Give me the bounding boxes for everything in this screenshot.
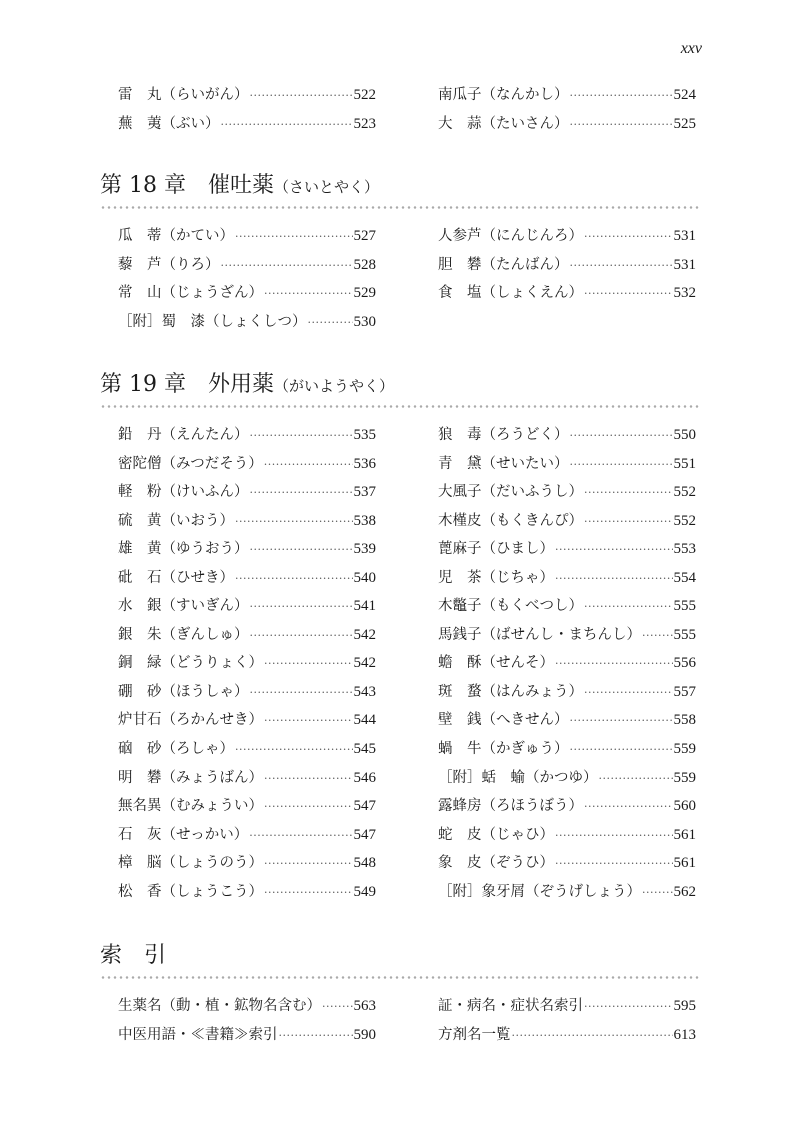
- dotted-divider: [100, 976, 700, 979]
- entry-page: 552: [673, 484, 696, 501]
- leader-dots: [642, 886, 673, 899]
- toc-entry[interactable]: [118, 851, 376, 880]
- toc-entry[interactable]: [118, 452, 376, 481]
- entry-page: 525: [673, 115, 696, 132]
- entry-name: 壁 銭（へきせん）: [438, 712, 569, 729]
- entry-page: 554: [673, 569, 696, 586]
- entry-name: 大風子（だいふうし）: [438, 484, 583, 501]
- entry-name: 水 銀（すいぎん）: [118, 598, 249, 615]
- toc-entry[interactable]: [438, 708, 696, 737]
- toc-entry[interactable]: [438, 566, 696, 595]
- leader-dots: [584, 486, 673, 499]
- toc-entry[interactable]: [118, 253, 376, 282]
- entry-name: 樟 脳（しょうのう）: [118, 855, 263, 872]
- toc-entry[interactable]: [438, 423, 696, 452]
- entry-name: 食 塩（しょくえん）: [438, 285, 583, 302]
- entry-page: 547: [353, 798, 376, 815]
- toc-entry[interactable]: [118, 310, 376, 339]
- toc-entry[interactable]: [118, 112, 376, 141]
- entry-page: 529: [353, 285, 376, 302]
- entry-page: 550: [673, 427, 696, 443]
- toc-entry[interactable]: [438, 766, 696, 795]
- toc-entry[interactable]: [118, 737, 376, 766]
- entry-name: 木槿皮（もくきんぴ）: [438, 512, 583, 529]
- leader-dots: [250, 543, 353, 556]
- entry-page: 559: [673, 769, 696, 786]
- entry-page: 561: [673, 855, 696, 872]
- entry-name: ［附］象牙屑（ぞうげしょう）: [438, 883, 641, 900]
- entry-page: 539: [353, 541, 376, 558]
- toc-entry[interactable]: [118, 423, 376, 452]
- entry-page: 536: [353, 455, 376, 472]
- entry-column-left: [118, 83, 376, 140]
- entry-name: 蟾 酥（せんそ）: [438, 655, 554, 672]
- entry-page: 547: [353, 826, 376, 843]
- entry-page: 556: [673, 655, 696, 672]
- entry-page: 538: [353, 512, 376, 529]
- toc-entry[interactable]: [438, 994, 696, 1023]
- entry-name: 雷 丸（らいがん）: [118, 87, 249, 103]
- entry-name: 炉甘石（ろかんせき）: [118, 712, 263, 729]
- entry-name: ［附］蛞 蝓（かつゆ）: [438, 769, 598, 786]
- leader-dots: [584, 230, 673, 243]
- leader-dots: [221, 259, 353, 272]
- entry-page: 555: [673, 626, 696, 643]
- entry-name: 中医用語・≪書籍≫索引: [118, 1026, 278, 1043]
- toc-entry[interactable]: [438, 680, 696, 709]
- toc-entry[interactable]: [118, 537, 376, 566]
- entry-name: 蕪 荑（ぶい）: [118, 115, 220, 132]
- entry-name: 木鼈子（もくべつし）: [438, 598, 583, 615]
- entry-name: 硫 黄（いおう）: [118, 512, 234, 529]
- leader-dots: [555, 543, 673, 556]
- leader-dots: [570, 259, 673, 272]
- toc-entry[interactable]: [118, 224, 376, 253]
- entry-name: 瓜 蒂（かてい）: [118, 228, 234, 244]
- leader-dots: [555, 572, 673, 585]
- entry-page: 537: [353, 484, 376, 501]
- leader-dots: [584, 287, 673, 300]
- toc-entry[interactable]: [438, 253, 696, 282]
- leader-dots: [264, 886, 353, 899]
- chapter-title: 第 18 章 催吐薬: [100, 173, 274, 198]
- leader-dots: [250, 429, 353, 442]
- leader-dots: [599, 772, 673, 785]
- leader-dots: [235, 515, 353, 528]
- entry-page: 559: [673, 741, 696, 758]
- leader-dots: [264, 714, 353, 727]
- entry-page: 524: [673, 87, 696, 103]
- leader-dots: [555, 657, 673, 670]
- toc-entry[interactable]: [438, 509, 696, 538]
- entry-name: 藜 芦（りろ）: [118, 256, 220, 273]
- leader-dots: [512, 1029, 673, 1042]
- entry-name: 軽 粉（けいふん）: [118, 484, 249, 501]
- chapter-reading: （さいとやく）: [273, 178, 379, 196]
- leader-dots: [279, 1029, 353, 1042]
- toc-entry[interactable]: [118, 794, 376, 823]
- entry-name: 狼 毒（ろうどく）: [438, 427, 569, 443]
- toc-entry[interactable]: [438, 281, 696, 310]
- entry-name: 石 灰（せっかい）: [118, 826, 249, 843]
- leader-dots: [264, 800, 353, 813]
- entry-name: 松 香（しょうこう）: [118, 883, 263, 900]
- toc-entry[interactable]: [438, 794, 696, 823]
- entry-name: 生薬名（動・植・鉱物名含む）: [118, 998, 321, 1014]
- toc-entry[interactable]: [438, 823, 696, 852]
- entry-page: 546: [353, 769, 376, 786]
- toc-entry[interactable]: [118, 509, 376, 538]
- toc-entry[interactable]: [118, 566, 376, 595]
- leader-dots: [250, 600, 353, 613]
- index-heading[interactable]: 索 引: [100, 943, 167, 968]
- entry-name: 象 皮（ぞうひ）: [438, 855, 554, 872]
- leader-dots: [264, 287, 353, 300]
- entry-page: 557: [673, 683, 696, 700]
- entry-page: 548: [353, 855, 376, 872]
- toc-entry[interactable]: [438, 737, 696, 766]
- entry-column-right: [438, 224, 696, 310]
- toc-entry[interactable]: [118, 823, 376, 852]
- entry-name: 無名異（むみょうい）: [118, 798, 263, 815]
- leader-dots: [235, 572, 353, 585]
- entry-name: 青 黛（せいたい）: [438, 455, 569, 472]
- entry-page: 522: [353, 87, 376, 103]
- entry-name: 南瓜子（なんかし）: [438, 87, 569, 103]
- entry-name: 方剤名一覧: [438, 1026, 511, 1043]
- entry-page: 532: [673, 285, 696, 302]
- toc-entry[interactable]: [438, 83, 696, 112]
- leader-dots: [250, 486, 353, 499]
- leader-dots: [235, 743, 353, 756]
- entry-name: 蛇 皮（じゃひ）: [438, 826, 554, 843]
- entry-page: 528: [353, 256, 376, 273]
- entry-column-left: [118, 224, 376, 338]
- entry-page: 535: [353, 427, 376, 443]
- entry-name: 証・病名・症状名索引: [438, 998, 583, 1014]
- toc-entry[interactable]: [118, 480, 376, 509]
- entry-page: 531: [673, 228, 696, 244]
- leader-dots: [642, 629, 673, 642]
- entry-page: 530: [353, 313, 376, 330]
- chapter-title: 第 19 章 外用薬: [100, 372, 274, 397]
- leader-dots: [264, 657, 353, 670]
- entry-page: 558: [673, 712, 696, 729]
- entry-page: 542: [353, 655, 376, 672]
- toc-entry[interactable]: [118, 1023, 376, 1052]
- entry-page: 553: [673, 541, 696, 558]
- entry-name: 密陀僧（みつだそう）: [118, 455, 263, 472]
- leader-dots: [264, 857, 353, 870]
- chapter-reading: （がいようやく）: [273, 377, 394, 395]
- entry-page: 542: [353, 626, 376, 643]
- leader-dots: [235, 230, 353, 243]
- leader-dots: [570, 743, 673, 756]
- toc-entry[interactable]: [118, 708, 376, 737]
- continued-entries: [100, 83, 700, 141]
- entry-name: 馬銭子（ばせんし・まちんし）: [438, 626, 641, 643]
- leader-dots: [584, 600, 673, 613]
- toc-entry[interactable]: [438, 112, 696, 141]
- dotted-divider: [100, 405, 700, 408]
- chapter-18-section: [100, 170, 700, 340]
- entry-page: 527: [353, 228, 376, 244]
- entry-name: 硇 砂（ろしゃ）: [118, 741, 234, 758]
- entry-name: 斑 蝥（はんみょう）: [438, 683, 583, 700]
- entry-name: 大 蒜（たいさん）: [438, 115, 569, 132]
- leader-dots: [584, 686, 673, 699]
- entry-name: 人参芦（にんじんろ）: [438, 228, 583, 244]
- leader-dots: [250, 629, 353, 642]
- toc-entry[interactable]: [118, 880, 376, 909]
- chapter-heading[interactable]: [100, 369, 700, 401]
- leader-dots: [555, 857, 673, 870]
- entry-page: 595: [673, 998, 696, 1014]
- leader-dots: [555, 829, 673, 842]
- index-section: [100, 940, 700, 1052]
- entry-page: 555: [673, 598, 696, 615]
- entry-page: 541: [353, 598, 376, 615]
- entry-page: 590: [353, 1026, 376, 1043]
- toc-entry[interactable]: [118, 594, 376, 623]
- page-number: xxv: [680, 40, 702, 57]
- entry-page: 545: [353, 741, 376, 758]
- toc-entry[interactable]: [438, 1023, 696, 1052]
- toc-entry[interactable]: [118, 994, 376, 1023]
- dotted-divider: [100, 206, 700, 209]
- entry-name: 蝸 牛（かぎゅう）: [438, 741, 569, 758]
- entry-page: 560: [673, 798, 696, 815]
- leader-dots: [264, 772, 353, 785]
- toc-entry[interactable]: [438, 623, 696, 652]
- entry-name: 児 茶（じちゃ）: [438, 569, 554, 586]
- entry-name: 銅 緑（どうりょく）: [118, 655, 263, 672]
- entry-name: 胆 礬（たんばん）: [438, 256, 569, 273]
- leader-dots: [570, 429, 673, 442]
- entry-column-right: [438, 83, 696, 140]
- leader-dots: [249, 829, 352, 842]
- leader-dots: [308, 316, 353, 329]
- entry-page: 549: [353, 883, 376, 900]
- leader-dots: [250, 89, 353, 102]
- entry-name: 常 山（じょうざん）: [118, 285, 263, 302]
- entry-page: 551: [673, 455, 696, 472]
- toc-entry[interactable]: [118, 83, 376, 112]
- toc-entry[interactable]: [118, 651, 376, 680]
- leader-dots: [570, 118, 673, 131]
- entry-column-left: [118, 423, 376, 908]
- leader-dots: [570, 458, 673, 471]
- entry-name: 蓖麻子（ひまし）: [438, 541, 554, 558]
- toc-entry[interactable]: [438, 224, 696, 253]
- leader-dots: [570, 714, 673, 727]
- entry-column-right: [438, 994, 696, 1051]
- toc-entry[interactable]: [438, 537, 696, 566]
- toc-entry[interactable]: [438, 880, 696, 909]
- entry-page: 562: [673, 883, 696, 900]
- entry-page: 531: [673, 256, 696, 273]
- entry-page: 544: [353, 712, 376, 729]
- toc-entry[interactable]: [118, 766, 376, 795]
- entry-page: 563: [353, 998, 376, 1014]
- entry-page: 552: [673, 512, 696, 529]
- toc-entry[interactable]: [118, 680, 376, 709]
- entry-name: 明 礬（みょうばん）: [118, 769, 263, 786]
- toc-entry[interactable]: [438, 452, 696, 481]
- entry-page: 523: [353, 115, 376, 132]
- entry-name: 銀 朱（ぎんしゅ）: [118, 626, 249, 643]
- toc-entry[interactable]: [438, 651, 696, 680]
- entry-page: 613: [673, 1026, 696, 1043]
- toc-entry[interactable]: [438, 851, 696, 880]
- toc-entry[interactable]: [118, 281, 376, 310]
- toc-entry[interactable]: [118, 623, 376, 652]
- toc-entry[interactable]: [438, 480, 696, 509]
- leader-dots: [264, 458, 353, 471]
- entry-page: 543: [353, 683, 376, 700]
- entry-name: 鉛 丹（えんたん）: [118, 427, 249, 443]
- toc-entry[interactable]: [438, 594, 696, 623]
- leader-dots: [322, 1000, 353, 1013]
- entry-column-left: [118, 994, 376, 1051]
- entry-page: 540: [353, 569, 376, 586]
- entry-name: 硼 砂（ほうしゃ）: [118, 683, 249, 700]
- entry-name: 雄 黄（ゆうおう）: [118, 541, 249, 558]
- leader-dots: [570, 89, 673, 102]
- entry-name: ［附］蜀 漆（しょくしつ）: [118, 313, 307, 330]
- leader-dots: [221, 118, 353, 131]
- leader-dots: [584, 515, 673, 528]
- entry-name: 砒 石（ひせき）: [118, 569, 234, 586]
- chapter-heading[interactable]: [100, 170, 700, 202]
- leader-dots: [584, 800, 673, 813]
- chapter-19-section: [100, 369, 700, 911]
- entry-column-right: [438, 423, 696, 908]
- entry-name: 露蜂房（ろほうぼう）: [438, 798, 583, 815]
- leader-dots: [250, 686, 353, 699]
- leader-dots: [584, 1000, 673, 1013]
- entry-page: 561: [673, 826, 696, 843]
